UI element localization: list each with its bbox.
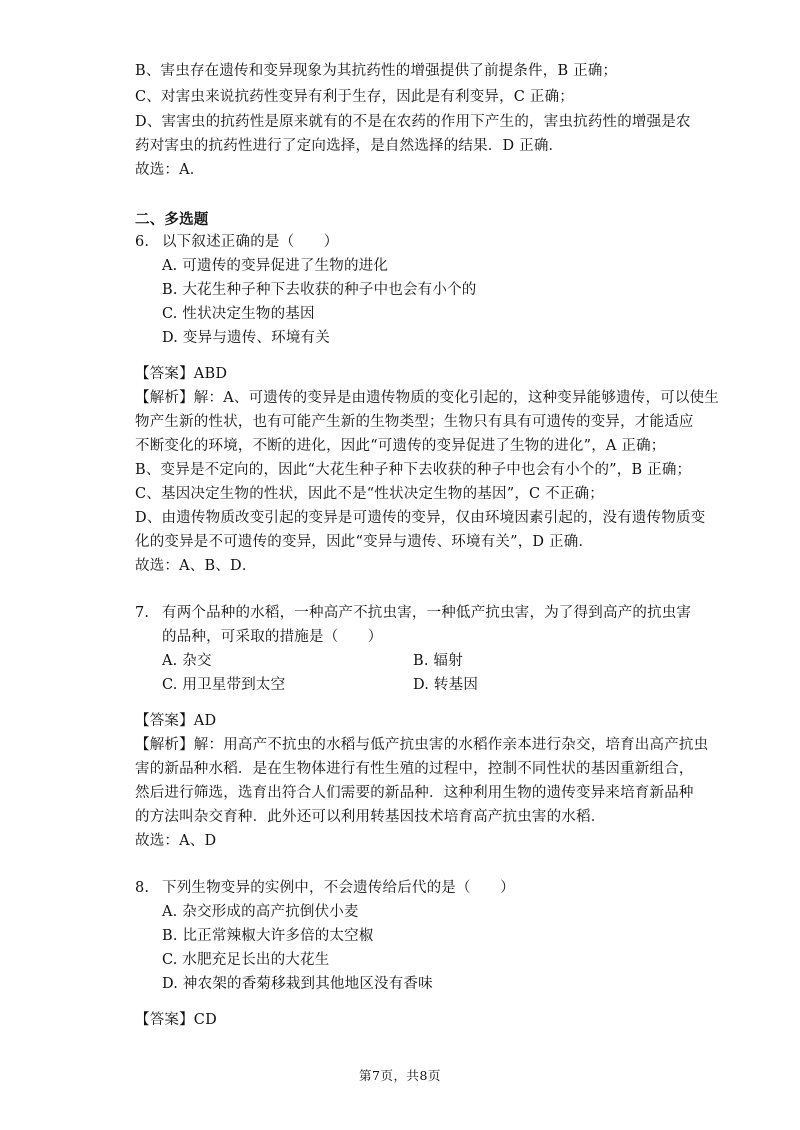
q6-option-b: B. 大花生种子种下去收获的种子中也会有小个的 bbox=[162, 282, 477, 298]
q6-number: 6. bbox=[135, 234, 150, 250]
q6-analysis-line: C、基因决定生物的性状，因此不是“性状决定生物的基因”，C 不正确； bbox=[135, 486, 604, 502]
q7-option-d: D. 转基因 bbox=[413, 677, 479, 693]
q8-option-d: D. 神农架的香菊移栽到其他地区没有香味 bbox=[162, 976, 433, 992]
q7-choice: 故选：A、D bbox=[135, 833, 217, 849]
q7-stem-line1: 有两个品种的水稻，一种高产不抗虫害，一种低产抗虫害，为了得到高产的抗虫害 bbox=[162, 605, 692, 621]
q7-stem-line2: 的品种，可采取的措施是（ ） bbox=[162, 629, 383, 645]
q7-analysis-line: 害的新品种水稻．是在生物体进行有性生殖的过程中，控制不同性状的基因重新组合， bbox=[135, 761, 694, 777]
q6-choice: 故选：A、B、D． bbox=[135, 558, 257, 574]
q7-analysis-line: 【解析】解：用高产不抗虫的水稻与低产抗虫害的水稻作亲本进行杂交，培育出高产抗虫 bbox=[135, 737, 709, 753]
q8-option-c: C. 水肥充足长出的大花生 bbox=[162, 952, 330, 968]
q6-stem: 以下叙述正确的是（ ） bbox=[162, 234, 339, 250]
q8-answer: 【答案】CD bbox=[135, 1012, 217, 1028]
q7-option-b: B. 辐射 bbox=[413, 653, 463, 669]
page-footer: 第7页，共8页 bbox=[359, 1068, 441, 1083]
prev-analysis-b: B、害虫存在遗传和变异现象为其抗药性的增强提供了前提条件，B 正确； bbox=[135, 63, 618, 79]
prev-analysis-d-line1: D、害害虫的抗药性是原来就有的不是在农药的作用下产生的，害虫抗药性的增强是农 bbox=[135, 114, 691, 130]
q8-number: 8. bbox=[135, 880, 150, 896]
q7-analysis-line: 的方法叫杂交育种．此外还可以利用转基因技术培育高产抗虫害的水稻． bbox=[135, 809, 606, 825]
q6-analysis-line: 化的变异是不可遗传的变异，因此“变异与遗传、环境有关”，D 正确． bbox=[135, 534, 594, 550]
q6-analysis-line: 【解析】解：A、可遗传的变异是由遗传物质的变化引起的，这种变异能够遗传，可以使生 bbox=[135, 390, 719, 406]
q6-analysis-line: 不断变化的环境，不断的进化，因此“可遗传的变异促进了生物的进化”，A 正确； bbox=[135, 438, 666, 454]
q7-answer: 【答案】AD bbox=[135, 713, 217, 729]
q8-stem: 下列生物变异的实例中，不会遗传给后代的是（ ） bbox=[162, 880, 515, 896]
q6-option-a: A. 可遗传的变异促进了生物的进化 bbox=[162, 258, 389, 274]
q6-option-c: C. 性状决定生物的基因 bbox=[162, 306, 315, 322]
prev-analysis-d-line2: 药对害虫的抗药性进行了定向选择，是自然选择的结果．D 正确． bbox=[135, 138, 564, 154]
q8-option-b: B. 比正常辣椒大许多倍的太空椒 bbox=[162, 928, 374, 944]
q6-analysis-line: 物产生新的性状，也有可能产生新的生物类型；生物只有具有可遗传的变异，才能适应 bbox=[135, 414, 694, 430]
q7-option-a: A. 杂交 bbox=[162, 653, 212, 669]
q8-option-a: A. 杂交形成的高产抗倒伏小麦 bbox=[162, 904, 359, 920]
q6-analysis-line: B、变异是不定向的，因此“大花生种子种下去收获的种子中也会有小个的”，B 正确； bbox=[135, 462, 692, 478]
q6-option-d: D. 变异与遗传、环境有关 bbox=[162, 330, 330, 346]
q7-option-c: C. 用卫星带到太空 bbox=[162, 677, 286, 693]
section-title: 二、多选题 bbox=[135, 211, 209, 228]
q6-answer: 【答案】ABD bbox=[135, 366, 228, 382]
q7-analysis-line: 然后进行筛选，选育出符合人们需要的新品种．这种利用生物的遗传变异来培育新品种 bbox=[135, 785, 694, 801]
prev-analysis-c: C、对害虫来说抗药性变异有利于生存，因此是有利变异，C 正确； bbox=[135, 89, 574, 105]
q6-analysis-line: D、由遗传物质改变引起的变异是可遗传的变异，仅由环境因素引起的，没有遗传物质变 bbox=[135, 510, 706, 526]
q7-number: 7. bbox=[135, 605, 150, 621]
prev-choice: 故选：A． bbox=[135, 162, 205, 178]
